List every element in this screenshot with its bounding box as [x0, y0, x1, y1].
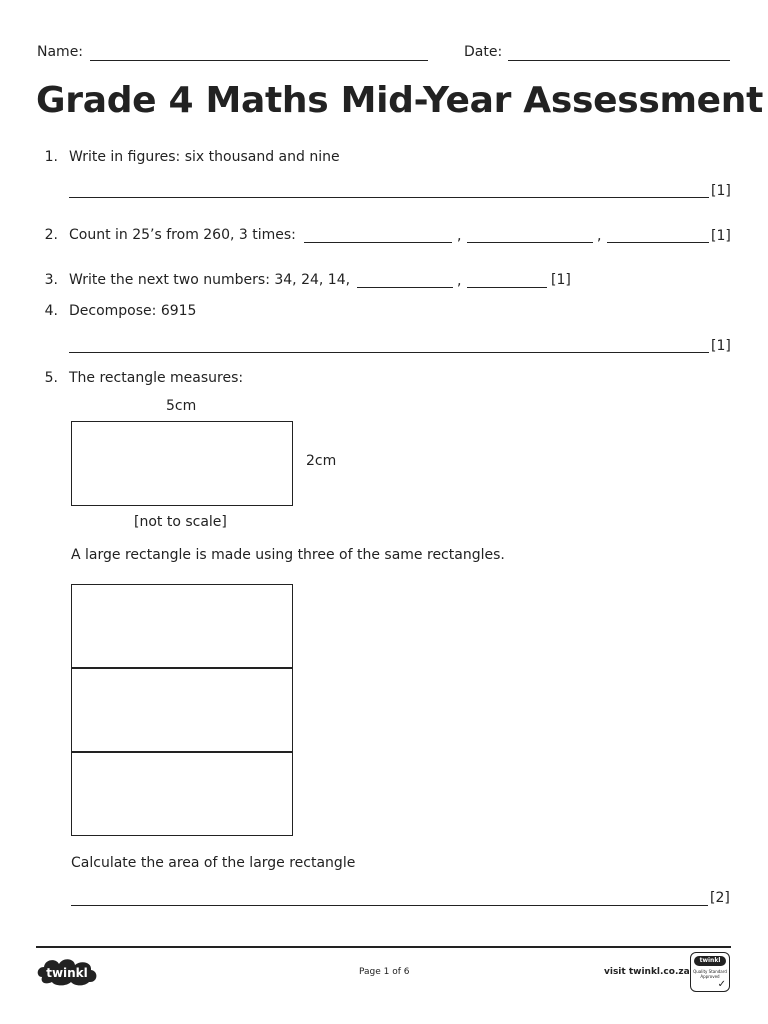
checkmark-icon: ✓ — [717, 979, 726, 990]
q2-answer-line-3[interactable] — [607, 242, 709, 243]
q4-answer-line[interactable] — [69, 352, 709, 353]
twinkl-logo — [36, 955, 100, 987]
quality-badge — [690, 952, 730, 992]
q2-answer-line-2[interactable] — [467, 242, 593, 243]
q1-number: 1. — [44, 149, 58, 165]
q2-answer-line-1[interactable] — [304, 242, 452, 243]
large-rectangle-part-1 — [71, 584, 293, 669]
name-label: Name: — [37, 44, 84, 60]
q2-separator-1: , — [457, 228, 462, 244]
twinkl-logo-text: twinkl — [46, 966, 88, 980]
q3-marks: [1] — [551, 272, 571, 288]
large-rectangle-part-2 — [71, 667, 293, 753]
q3-separator-1: , — [457, 273, 462, 289]
q3-answer-line-1[interactable] — [357, 287, 453, 288]
q5-number: 5. — [44, 370, 58, 386]
date-label: Date: — [464, 44, 503, 60]
q2-separator-2: , — [597, 228, 602, 244]
q1-text: Write in figures: six thousand and nine — [69, 149, 340, 165]
large-rectangle-text: A large rectangle is made using three of the same rectangles. — [71, 547, 505, 563]
large-rectangle-part-3 — [71, 751, 293, 836]
name-input-line[interactable] — [90, 60, 428, 61]
badge-logo: twinkl — [694, 956, 726, 966]
q4-marks: [1] — [711, 338, 731, 354]
rectangle-height-label: 2cm — [306, 453, 337, 469]
q5-marks: [2] — [710, 890, 730, 906]
q1-marks: [1] — [711, 183, 731, 199]
q1-answer-line[interactable] — [69, 197, 709, 198]
badge-caption: Quality Standard Approved — [693, 969, 727, 979]
page-number: Page 1 of 6 — [359, 967, 410, 977]
q2-number: 2. — [44, 227, 58, 243]
rectangle-width-label: 5cm — [166, 398, 197, 414]
q2-text: Count in 25’s from 260, 3 times: — [69, 227, 296, 243]
q5-text: The rectangle measures: — [69, 370, 244, 386]
date-input-line[interactable] — [508, 60, 730, 61]
q3-answer-line-2[interactable] — [467, 287, 547, 288]
q5-answer-line[interactable] — [71, 905, 708, 906]
scale-note: [not to scale] — [134, 514, 227, 530]
q3-number: 3. — [44, 272, 58, 288]
q4-number: 4. — [44, 303, 58, 319]
q2-marks: [1] — [711, 228, 731, 244]
footer-divider — [36, 946, 731, 948]
visit-link[interactable]: visit twinkl.co.za — [604, 967, 690, 977]
page-title: Grade 4 Maths Mid-Year Assessment — [36, 80, 764, 121]
calculate-area-text: Calculate the area of the large rectangle — [71, 855, 356, 871]
q4-text: Decompose: 6915 — [69, 303, 197, 319]
small-rectangle — [71, 421, 293, 506]
q3-text: Write the next two numbers: 34, 24, 14, — [69, 272, 351, 288]
